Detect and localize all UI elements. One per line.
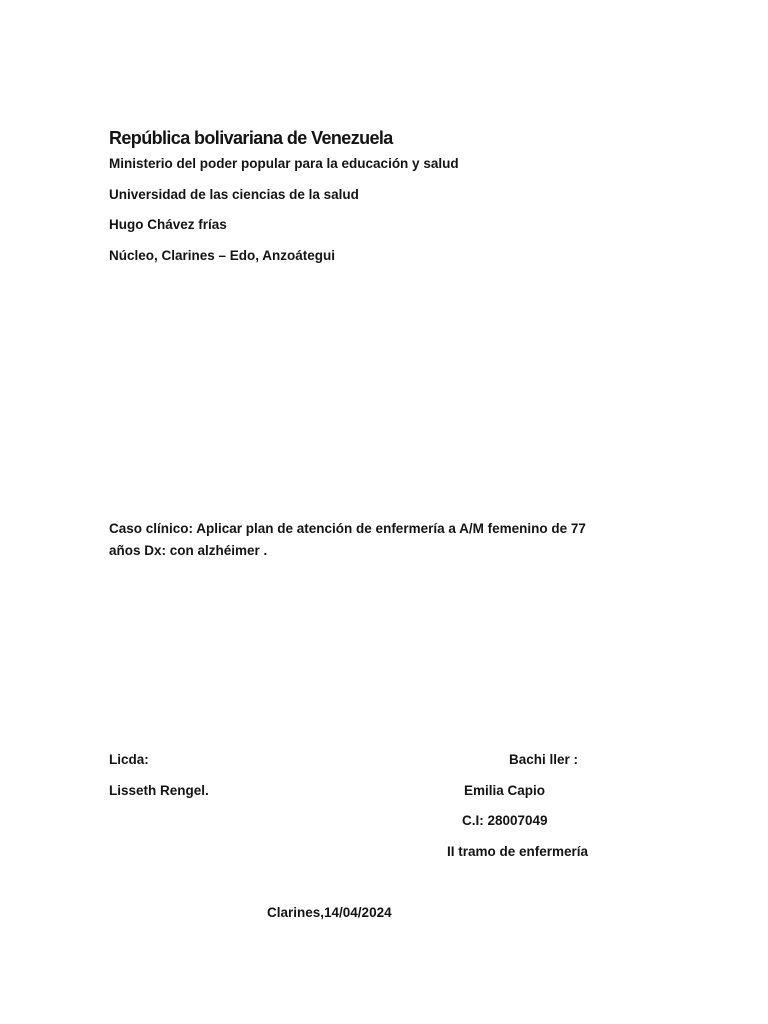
student-level: II tramo de enfermería: [447, 844, 589, 859]
teacher-label: Licda:: [109, 752, 149, 767]
case-line-2: años Dx: con alzhéimer .: [109, 543, 268, 558]
case-description: [109, 518, 649, 562]
place-date: Clarines,14/04/2024: [267, 905, 392, 920]
university-line: Universidad de las ciencias de la salud: [109, 187, 359, 202]
student-label: Bachi ller :: [509, 752, 579, 767]
teacher-name: Lisseth Rengel.: [109, 783, 209, 798]
student-name: Emilia Capio: [464, 783, 546, 798]
institution-name-line: Hugo Chávez frías: [109, 217, 227, 232]
campus-line: Núcleo, Clarines – Edo, Anzoátegui: [109, 248, 336, 263]
case-line-1: Caso clínico: Aplicar plan de atención de enfermería a A/M femenino de 77: [109, 521, 586, 536]
student-id: C.I: 28007049: [462, 813, 548, 828]
country-title: República bolivariana de Venezuela: [109, 128, 393, 148]
ministry-line: Ministerio del poder popular para la educación y salud: [109, 156, 459, 171]
